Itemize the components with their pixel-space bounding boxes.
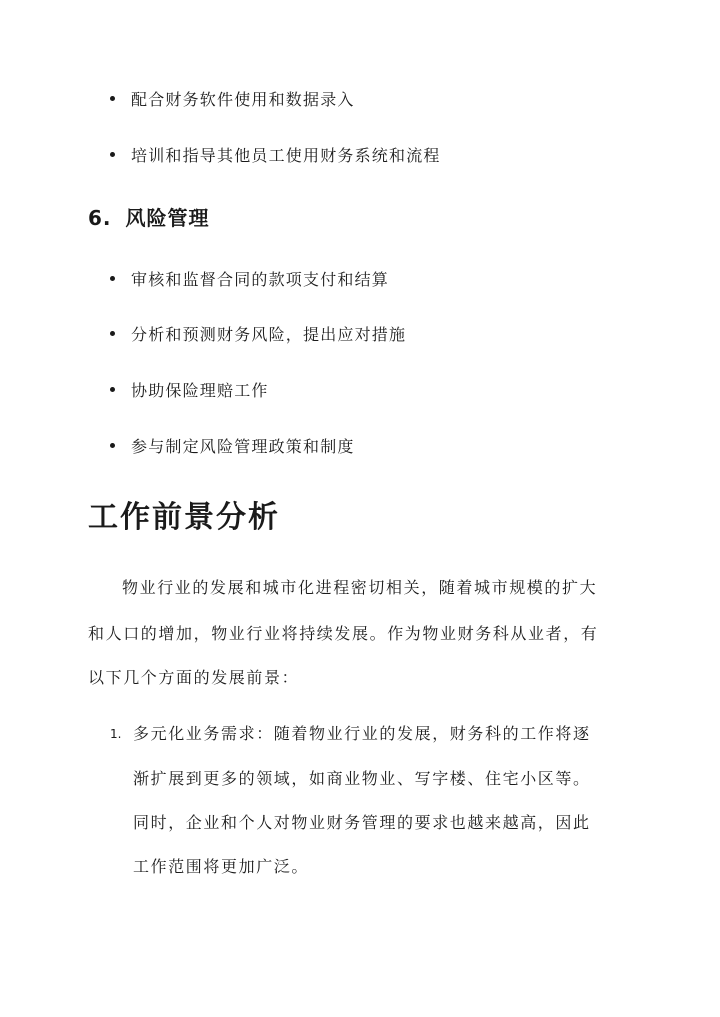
paragraph-line: 物业行业的发展和城市化进程密切相关，随着城市规模的扩大 [122, 578, 598, 597]
list-number: 1. [110, 727, 122, 741]
list-item [110, 437, 355, 457]
section-title: 风险管理 [125, 206, 210, 230]
list-item-text: 参与制定风险管理政策和制度 [131, 437, 355, 456]
bullet-icon [110, 387, 115, 392]
list-item-text: 分析和预测财务风险，提出应对措施 [131, 325, 407, 344]
bullet-icon [110, 96, 115, 101]
list-item [110, 325, 406, 345]
list-item [110, 270, 389, 290]
section-number: 6. [88, 206, 112, 230]
list-item-line: 同时，企业和个人对物业财务管理的要求也越来越高，因此 [133, 813, 591, 832]
section-heading [88, 202, 210, 231]
list-item-text: 协助保险理赔工作 [131, 381, 269, 400]
bullet-icon [110, 331, 115, 336]
bullet-icon [110, 443, 115, 448]
list-item-line: 渐扩展到更多的领域，如商业物业、写字楼、住宅小区等。 [133, 769, 591, 788]
list-item [110, 146, 441, 166]
paragraph-line: 以下几个方面的发展前景： [88, 668, 300, 687]
page-heading: 工作前景分析 [88, 500, 280, 535]
bullet-icon [110, 152, 115, 157]
list-item [110, 90, 355, 110]
paragraph-line: 和人口的增加，物业行业将持续发展。作为物业财务科从业者，有 [88, 624, 599, 643]
bullet-icon [110, 276, 115, 281]
list-item [110, 381, 269, 401]
list-item-text: 配合财务软件使用和数据录入 [131, 90, 355, 109]
list-item-line: 工作范围将更加广泛。 [133, 857, 310, 876]
list-item-text: 培训和指导其他员工使用财务系统和流程 [131, 146, 441, 165]
list-item-line: 多元化业务需求：随着物业行业的发展，财务科的工作将逐 [133, 724, 591, 743]
list-item-text: 审核和监督合同的款项支付和结算 [131, 270, 390, 289]
